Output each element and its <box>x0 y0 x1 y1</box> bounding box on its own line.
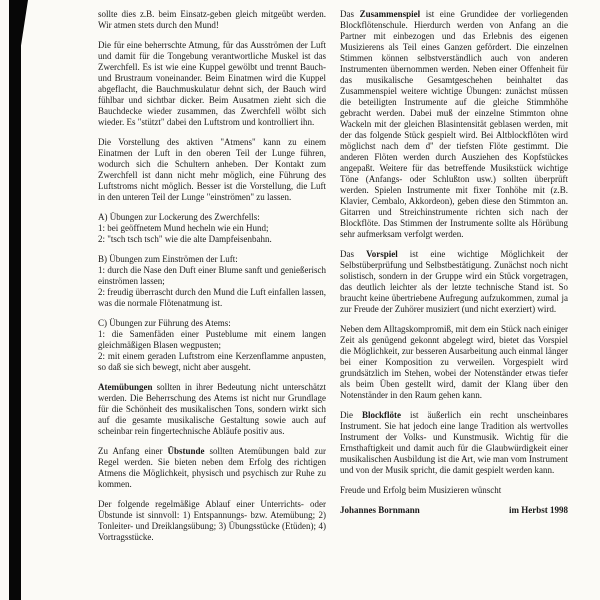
paragraph-zusammenspiel: Das Zusammenspiel ist eine Grundidee der vorliegenden Blockflötenschule. Hierdurch werden von Anfang an die Partner mit einbezogen und das Erlebnis des eigenen Musizierens als Teil eines Ganzen gefördert. Die einzelnen Stimmen können selbstverständlich auch von anderen Instrumenten übernommen werden. Neben einer Offenheit für das musikalische Gesamtgeschehen beinhaltet das Zusammenspiel weitere wichtige Übungen: zunächst müssen die beteiligten Instrumente auf die gleiche Stimmhöhe gebracht werden. Dabei muß der einzelne Stimmton ohne Wackeln mit der gleichen Blasintensität geblasen werden, mit der das folgende Stück gespielt wird. Bei Altblockflöten wird möglichst nach dem d'' der tiefsten Flöte gestimmt. Die anderen Flöten werden durch Ausziehen des Kopfstückes angepaßt. Weitere für das betreffende Musikstück wichtige Töne (Anfangs- oder Schlußton usw.) sollten überprüft werden. Spielen Instrumente mit fixer Tonhöhe mit (z.B. Klavier, Cembalo, Akkordeon), geben diese den Stimmton an. Gitarren und Streichinstrumente richten sich nach der Blockflöte. Das Stimmen der Instrumente sollte als Hörübung sehr aufmerksam verfolgt werden. <box>340 9 569 239</box>
list-b-heading: B) Übungen zum Einströmen der Luft: <box>98 254 238 264</box>
right-text-column <box>340 9 568 543</box>
exercise-list-b <box>98 254 326 309</box>
scan-edge-artifact <box>9 0 21 600</box>
list-b-item-1: 1: durch die Nase den Duft einer Blume sanft und genießerisch einströmen lassen; <box>98 265 326 286</box>
paragraph-zwerchfell: Die für eine beherrschte Atmung, für das Ausströmen der Luft und damit für die Tongebung verantwortliche Muskel ist das Zwerchfell. Es ist wie eine Kuppel gewölbt und trennt Bauch- und Brustraum voneinander. Beim Einatmen wird die Kuppel abgeflacht, die Bauchmuskulatur dehnt sich, der Bauch wird fühlbar und sichtbar dicker. Beim Ausatmen zieht sich die Bauchdecke wieder zusammen, das Zwerchfell wölbt sich wieder. Es "stützt" dabei den Luftstrom und kontrolliert ihn. <box>98 40 326 127</box>
list-b-item-2: 2: freudig überrascht durch den Mund die Luft einfallen lassen, was die normale Flötenatmung ist. <box>98 287 326 308</box>
paragraph-ablauf: Der folgende regelmäßige Ablauf einer Unterrichts- oder Übstunde ist sinnvoll: 1) Entspannungs- bzw. Atemübung; 2) Tonleiter- und Dreiklangsübung; 3) Übungsstücke (Etüden); 4) Vortragsstücke. <box>98 499 326 542</box>
paragraph-intro: sollte dies z.B. beim Einsatz-geben gleich mitgeübt werden. Wir atmen stets durch den Mund! <box>98 9 326 30</box>
list-c-heading: C) Übungen zur Führung des Atems: <box>98 318 231 328</box>
paragraph-alltagskompromiss: Neben dem Alltagskompromiß, mit dem ein Stück nach einiger Zeit als genügend gekonnt abgelegt wird, bietet das Vorspiel die Möglichkeit, zur besseren Ausarbeitung auch einmal länger bei einer Komposition zu verweilen. Vorgespielt wird grundsätzlich im Stehen, wobei der Notenständer etwas tiefer als beim Üben gestellt wird, damit der Klang über den Notenständer in den Raum gehen kann. <box>340 324 568 400</box>
paragraph-atemuebungen: Atemübungen sollten in ihrer Bedeutung nicht unterschätzt werden. Die Beherrschung des Atems ist nicht nur Grundlage für die Schönheit des musikalischen Tons, sondern wirkt sich auf die gesamte musikalische Gestaltung sowie auch auf scheinbar rein fingertechnische Abläufe positiv aus. <box>98 382 326 436</box>
paragraph-closing-wish: Freude und Erfolg beim Musizieren wünscht <box>340 485 502 495</box>
list-a-heading: A) Übungen zur Lockerung des Zwerchfells: <box>98 212 260 222</box>
paragraph-vorspiel: Das Vorspiel ist eine wichtige Möglichkeit der Selbstüberprüfung und Selbstbestätigung. Zunächst noch nicht solistisch, sondern in der Gruppe wird ein Stück vorgetragen, das deutlich leichter als der letzte technische Stand ist. So braucht keine übertriebene Aufregung aufzukommen, zumal ja zur Freude der Zuhörer musiziert (und nicht exerziert) wird. <box>340 249 569 314</box>
paragraph-vorstellung-atmen: Die Vorstellung des aktiven "Atmens" kann zu einem Einatmen der Luft in den oberen Teil der Lunge führen, wodurch sich die Schultern anheben. Der Kontakt zum Zwerchfell ist dann nicht mehr möglich, eine Führung des Luftstroms nicht möglich. Besser ist die Vorstellung, die Luft in den unteren Teil der Lunge "einströmen" zu lassen. <box>98 137 326 202</box>
scan-corner-artifact <box>9 0 28 52</box>
list-c-item-2: 2: mit einem geraden Luftstrom eine Kerzenflamme anpusten, so daß sie sich bewegt, nicht aber ausgeht. <box>98 351 326 372</box>
page-content <box>98 9 568 543</box>
paragraph-uebstunde: Zu Anfang einer Übstunde sollten Atemübungen bald zur Regel werden. Sie bieten neben dem Erfolg des richtigen Atmens die Möglichkeit, physisch und psychisch zur Ruhe zu kommen. <box>98 446 327 489</box>
signature-name: Johannes Bornmann <box>340 505 420 515</box>
list-a-item-2: 2: "tsch tsch tsch" wie die alte Dampfeisenbahn. <box>98 234 272 244</box>
signature-date: im Herbst 1998 <box>509 505 568 515</box>
paragraph-blockfloete: Die Blockflöte ist äußerlich ein recht unscheinbares Instrument. Sie hat jedoch eine lange Tradition als wertvolles Instrument der Volks- und Kunstmusik. Wichtig für die Ernsthaftigkeit und damit auch für die Glaubwürdigkeit einer musikalischen Ausbildung ist die Art, wie man vom Instrument und von der Musik spricht, die damit gespielt werden kann. <box>340 410 569 475</box>
exercise-list-c <box>98 318 326 373</box>
exercise-list-a <box>98 212 326 245</box>
list-c-item-1: 1: die Samenfäden einer Pusteblume mit einem langen gleichmäßigen Blasen wegpusten; <box>98 329 326 350</box>
list-a-item-1: 1: bei geöffnetem Mund hecheln wie ein Hund; <box>98 223 269 233</box>
left-text-column <box>98 9 326 543</box>
signature-row <box>340 505 568 516</box>
